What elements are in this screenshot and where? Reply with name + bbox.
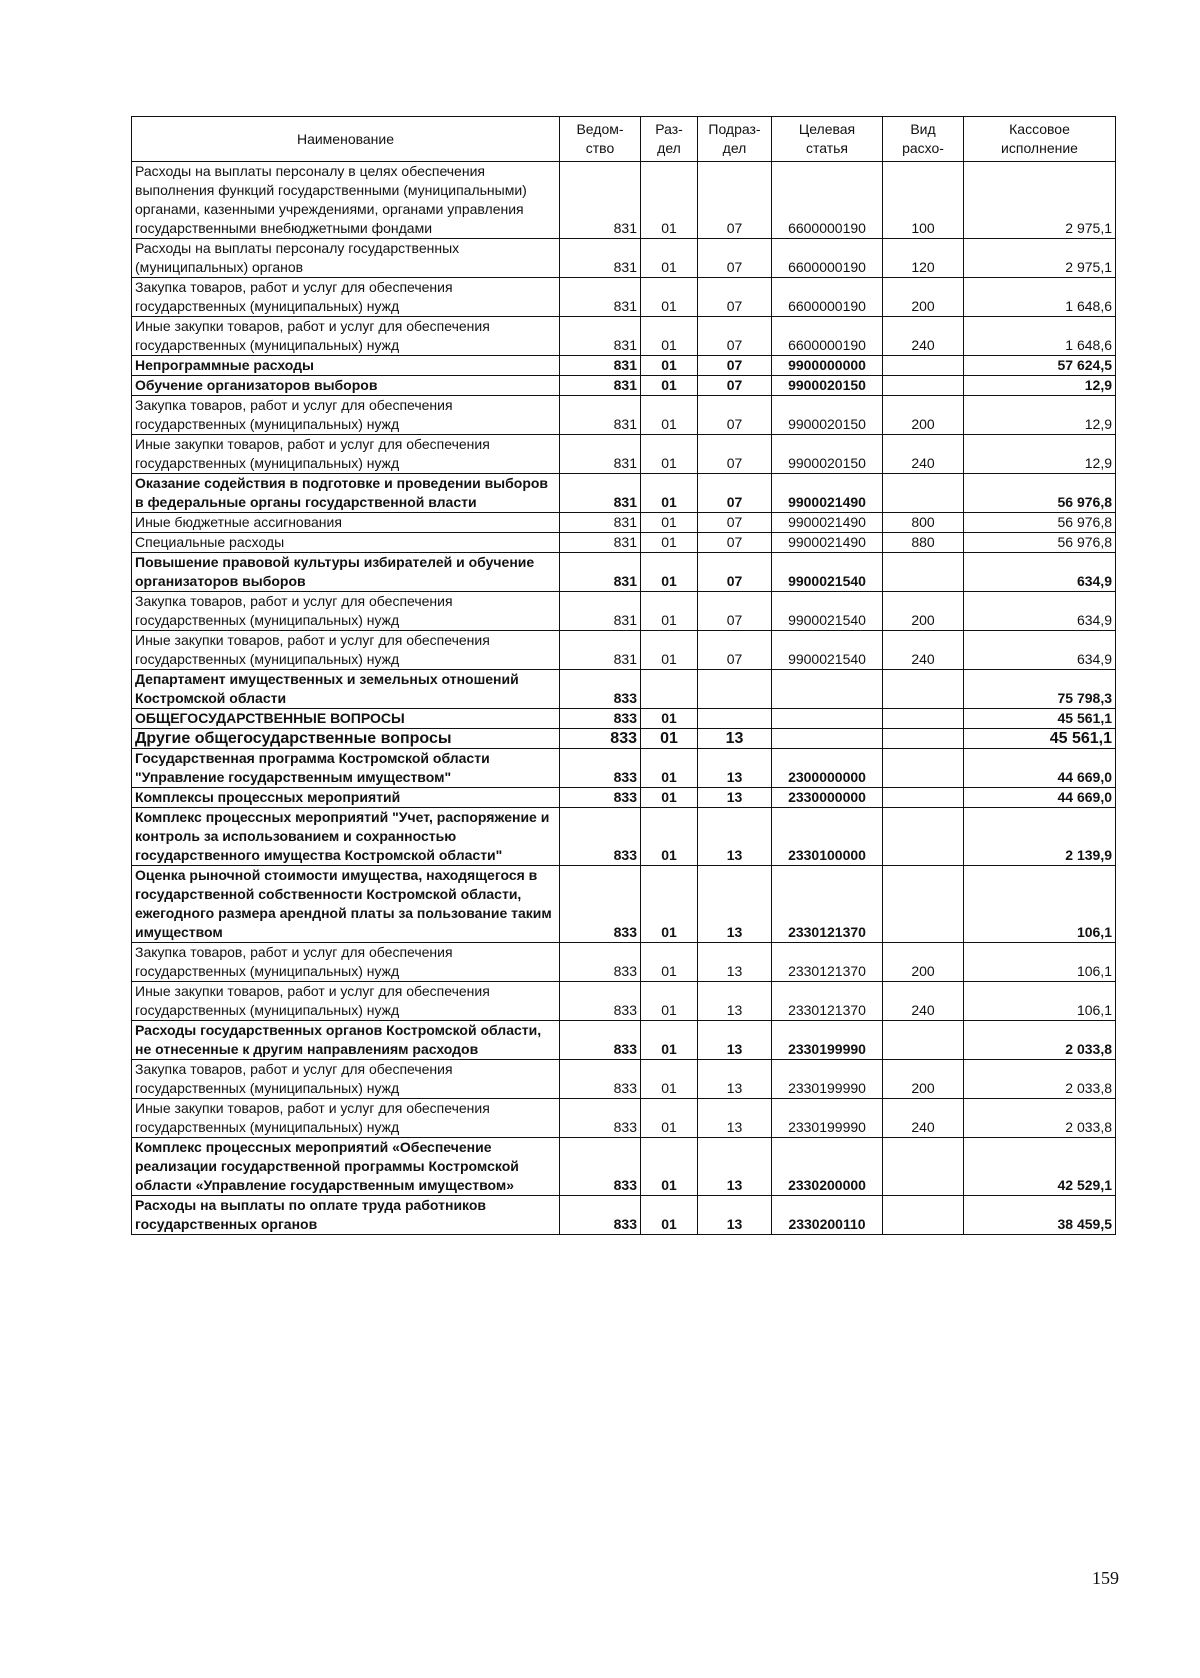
row-vedomstvo: 831 [560,474,641,513]
row-podrazdel: 13 [698,749,772,788]
row-vid-rashodov [883,788,964,808]
row-razdel: 01 [641,709,698,729]
row-kassovoe-ispolnenie: 44 669,0 [964,788,1116,808]
row-vedomstvo: 833 [560,1021,641,1060]
row-podrazdel: 07 [698,631,772,670]
row-vedomstvo: 833 [560,1099,641,1138]
row-celevaya-statya: 9900021540 [772,592,883,631]
row-podrazdel: 07 [698,513,772,533]
row-podrazdel: 07 [698,278,772,317]
row-vedomstvo: 831 [560,162,641,239]
row-vedomstvo: 833 [560,1138,641,1196]
row-razdel: 01 [641,749,698,788]
row-kassovoe-ispolnenie: 56 976,8 [964,474,1116,513]
row-vid-rashodov: 200 [883,592,964,631]
row-razdel: 01 [641,162,698,239]
row-vedomstvo: 833 [560,749,641,788]
table-row [132,1138,1116,1196]
row-vedomstvo: 831 [560,435,641,474]
row-celevaya-statya: 2300000000 [772,749,883,788]
row-vid-rashodov [883,1138,964,1196]
row-vid-rashodov: 200 [883,396,964,435]
row-name: Непрограммные расходы [132,356,560,376]
row-name: Закупка товаров, работ и услуг для обеспечения государственных (муниципальных) нужд [132,1060,560,1099]
row-vedomstvo: 831 [560,553,641,592]
row-razdel: 01 [641,376,698,396]
table-row [132,396,1116,435]
row-celevaya-statya: 2330200110 [772,1196,883,1235]
row-celevaya-statya [772,670,883,709]
row-vedomstvo: 833 [560,709,641,729]
page-number: 159 [1092,1568,1119,1588]
table-row [132,1099,1116,1138]
table-row [132,376,1116,396]
table-row [132,709,1116,729]
row-razdel: 01 [641,866,698,943]
row-celevaya-statya: 6600000190 [772,278,883,317]
row-razdel: 01 [641,729,698,749]
row-vedomstvo: 833 [560,670,641,709]
row-podrazdel: 13 [698,1021,772,1060]
row-vedomstvo: 831 [560,376,641,396]
row-vedomstvo: 833 [560,982,641,1021]
header-celevaya-statya: Целевая статья [772,117,883,162]
row-celevaya-statya: 2330121370 [772,866,883,943]
row-name: Другие общегосударственные вопросы [132,729,560,749]
row-celevaya-statya: 9900020150 [772,396,883,435]
row-celevaya-statya: 6600000190 [772,162,883,239]
table-row [132,943,1116,982]
row-vedomstvo: 833 [560,1196,641,1235]
row-vid-rashodov: 120 [883,239,964,278]
row-vid-rashodov: 100 [883,162,964,239]
row-podrazdel [698,670,772,709]
row-podrazdel: 07 [698,317,772,356]
row-podrazdel: 13 [698,1099,772,1138]
row-razdel: 01 [641,513,698,533]
row-celevaya-statya: 2330199990 [772,1099,883,1138]
table-row [132,239,1116,278]
row-name: Закупка товаров, работ и услуг для обеспечения государственных (муниципальных) нужд [132,396,560,435]
row-razdel: 01 [641,808,698,866]
table-row [132,1021,1116,1060]
row-kassovoe-ispolnenie: 106,1 [964,943,1116,982]
table-row [132,435,1116,474]
row-name: ОБЩЕГОСУДАРСТВЕННЫЕ ВОПРОСЫ [132,709,560,729]
row-vedomstvo: 831 [560,396,641,435]
row-podrazdel: 13 [698,788,772,808]
row-podrazdel: 07 [698,356,772,376]
row-vid-rashodov [883,1196,964,1235]
row-vedomstvo: 831 [560,533,641,553]
table-row [132,788,1116,808]
row-podrazdel: 07 [698,435,772,474]
row-vedomstvo: 833 [560,788,641,808]
header-kassovoe-ispolnenie: Кассовое исполнение [964,117,1116,162]
row-podrazdel: 07 [698,376,772,396]
row-vid-rashodov [883,553,964,592]
row-kassovoe-ispolnenie: 634,9 [964,631,1116,670]
header-razdel: Раз- дел [641,117,698,162]
row-kassovoe-ispolnenie: 42 529,1 [964,1138,1116,1196]
table-row [132,278,1116,317]
row-podrazdel: 13 [698,866,772,943]
row-razdel: 01 [641,1099,698,1138]
row-razdel: 01 [641,474,698,513]
row-kassovoe-ispolnenie: 634,9 [964,592,1116,631]
row-razdel: 01 [641,356,698,376]
row-name: Закупка товаров, работ и услуг для обеспечения государственных (муниципальных) нужд [132,592,560,631]
table-row [132,749,1116,788]
table-body [132,162,1116,1235]
table-row [132,356,1116,376]
row-razdel: 01 [641,943,698,982]
row-celevaya-statya: 2330199990 [772,1021,883,1060]
row-vid-rashodov: 240 [883,317,964,356]
row-kassovoe-ispolnenie: 1 648,6 [964,317,1116,356]
row-name: Закупка товаров, работ и услуг для обеспечения государственных (муниципальных) нужд [132,278,560,317]
row-kassovoe-ispolnenie: 45 561,1 [964,709,1116,729]
table-row [132,982,1116,1021]
row-razdel: 01 [641,435,698,474]
row-vedomstvo: 831 [560,278,641,317]
row-razdel: 01 [641,1060,698,1099]
row-kassovoe-ispolnenie: 12,9 [964,435,1116,474]
row-kassovoe-ispolnenie: 2 139,9 [964,808,1116,866]
row-name: Расходы государственных органов Костромской области, не отнесенные к другим направлениям расходов [132,1021,560,1060]
budget-table [131,116,1116,1235]
header-vid-rashodov: Вид расхо- [883,117,964,162]
row-kassovoe-ispolnenie: 2 975,1 [964,162,1116,239]
row-vid-rashodov [883,356,964,376]
row-razdel: 01 [641,533,698,553]
row-celevaya-statya: 9900000000 [772,356,883,376]
row-celevaya-statya [772,709,883,729]
row-celevaya-statya: 9900020150 [772,376,883,396]
table-row [132,866,1116,943]
row-kassovoe-ispolnenie: 634,9 [964,553,1116,592]
header-podrazdel: Подраз- дел [698,117,772,162]
row-celevaya-statya: 9900021490 [772,474,883,513]
table-row [132,1196,1116,1235]
row-celevaya-statya: 9900021540 [772,631,883,670]
row-name: Расходы на выплаты персоналу в целях обеспечения выполнения функций государственными (муниципальными) органами, казенными учреждениями, органами управления государственными внебюджетными фондами [132,162,560,239]
row-vid-rashodov: 200 [883,1060,964,1099]
row-name: Оценка рыночной стоимости имущества, находящегося в государственной собственности Костромской области, ежегодного размера арендной платы за пользование таким имуществом [132,866,560,943]
header-name: Наименование [132,117,560,162]
row-podrazdel: 13 [698,982,772,1021]
row-kassovoe-ispolnenie: 12,9 [964,376,1116,396]
row-kassovoe-ispolnenie: 56 976,8 [964,513,1116,533]
row-vid-rashodov: 200 [883,278,964,317]
row-vedomstvo: 831 [560,513,641,533]
row-name: Иные закупки товаров, работ и услуг для обеспечения государственных (муниципальных) нужд [132,1099,560,1138]
row-podrazdel: 13 [698,1060,772,1099]
row-vid-rashodov: 200 [883,943,964,982]
row-celevaya-statya: 2330100000 [772,808,883,866]
row-vid-rashodov: 240 [883,631,964,670]
row-vid-rashodov: 880 [883,533,964,553]
row-name: Комплекс процессных мероприятий «Обеспечение реализации государственной программы Костромской области «Управление государственным имуществом» [132,1138,560,1196]
row-vedomstvo: 831 [560,631,641,670]
row-celevaya-statya: 2330200000 [772,1138,883,1196]
row-vid-rashodov [883,376,964,396]
row-vedomstvo: 831 [560,356,641,376]
row-podrazdel: 07 [698,533,772,553]
row-name: Обучение организаторов выборов [132,376,560,396]
row-vid-rashodov: 800 [883,513,964,533]
table-row [132,162,1116,239]
row-razdel: 01 [641,278,698,317]
row-kassovoe-ispolnenie: 2 033,8 [964,1021,1116,1060]
row-podrazdel: 07 [698,396,772,435]
row-vid-rashodov [883,866,964,943]
row-name: Повышение правовой культуры избирателей и обучение организаторов выборов [132,553,560,592]
row-vid-rashodov: 240 [883,1099,964,1138]
row-vid-rashodov [883,749,964,788]
row-vid-rashodov [883,729,964,749]
row-vid-rashodov: 240 [883,435,964,474]
row-vid-rashodov: 240 [883,982,964,1021]
row-celevaya-statya: 9900020150 [772,435,883,474]
row-vedomstvo: 831 [560,317,641,356]
row-kassovoe-ispolnenie: 2 033,8 [964,1060,1116,1099]
row-name: Расходы на выплаты по оплате труда работников государственных органов [132,1196,560,1235]
row-razdel: 01 [641,631,698,670]
row-celevaya-statya: 2330199990 [772,1060,883,1099]
row-name: Иные закупки товаров, работ и услуг для обеспечения государственных (муниципальных) нужд [132,982,560,1021]
row-razdel: 01 [641,592,698,631]
table-row [132,631,1116,670]
row-celevaya-statya: 6600000190 [772,317,883,356]
table-row [132,474,1116,513]
row-podrazdel: 13 [698,808,772,866]
row-razdel: 01 [641,1196,698,1235]
row-vedomstvo: 833 [560,1060,641,1099]
row-celevaya-statya: 9900021490 [772,533,883,553]
row-name: Департамент имущественных и земельных отношений Костромской области [132,670,560,709]
table-row [132,592,1116,631]
row-kassovoe-ispolnenie: 75 798,3 [964,670,1116,709]
row-name: Оказание содействия в подготовке и проведении выборов в федеральные органы государственной власти [132,474,560,513]
row-name: Иные закупки товаров, работ и услуг для обеспечения государственных (муниципальных) нужд [132,631,560,670]
row-vedomstvo: 831 [560,592,641,631]
row-celevaya-statya: 9900021540 [772,553,883,592]
row-name: Специальные расходы [132,533,560,553]
row-celevaya-statya [772,729,883,749]
row-celevaya-statya: 2330121370 [772,982,883,1021]
row-celevaya-statya: 2330000000 [772,788,883,808]
table-row [132,808,1116,866]
row-podrazdel: 13 [698,729,772,749]
row-podrazdel [698,709,772,729]
row-name: Иные закупки товаров, работ и услуг для обеспечения государственных (муниципальных) нужд [132,317,560,356]
row-vedomstvo: 833 [560,729,641,749]
row-vid-rashodov [883,1021,964,1060]
row-vedomstvo: 831 [560,239,641,278]
row-kassovoe-ispolnenie: 38 459,5 [964,1196,1116,1235]
row-vid-rashodov [883,808,964,866]
row-podrazdel: 13 [698,943,772,982]
row-celevaya-statya: 9900021490 [772,513,883,533]
table-row [132,317,1116,356]
row-celevaya-statya: 2330121370 [772,943,883,982]
row-vedomstvo: 833 [560,808,641,866]
row-kassovoe-ispolnenie: 2 975,1 [964,239,1116,278]
row-vid-rashodov [883,670,964,709]
row-vid-rashodov [883,709,964,729]
row-podrazdel: 07 [698,239,772,278]
table-row [132,670,1116,709]
row-razdel: 01 [641,239,698,278]
row-podrazdel: 13 [698,1196,772,1235]
row-kassovoe-ispolnenie: 2 033,8 [964,1099,1116,1138]
row-razdel: 01 [641,396,698,435]
row-kassovoe-ispolnenie: 57 624,5 [964,356,1116,376]
table-row [132,729,1116,749]
row-kassovoe-ispolnenie: 45 561,1 [964,729,1116,749]
row-kassovoe-ispolnenie: 12,9 [964,396,1116,435]
row-vedomstvo: 833 [560,943,641,982]
row-razdel: 01 [641,982,698,1021]
row-razdel: 01 [641,1138,698,1196]
row-podrazdel: 07 [698,474,772,513]
table-header-row [132,117,1116,162]
row-kassovoe-ispolnenie: 106,1 [964,866,1116,943]
row-podrazdel: 07 [698,162,772,239]
table-row [132,513,1116,533]
row-name: Иные бюджетные ассигнования [132,513,560,533]
row-razdel: 01 [641,553,698,592]
row-podrazdel: 07 [698,592,772,631]
row-name: Комплексы процессных мероприятий [132,788,560,808]
row-kassovoe-ispolnenie: 56 976,8 [964,533,1116,553]
row-name: Закупка товаров, работ и услуг для обеспечения государственных (муниципальных) нужд [132,943,560,982]
row-razdel: 01 [641,788,698,808]
row-name: Комплекс процессных мероприятий "Учет, распоряжение и контроль за использованием и сохранностью государственного имущества Костромской области" [132,808,560,866]
row-kassovoe-ispolnenie: 1 648,6 [964,278,1116,317]
table-row [132,553,1116,592]
row-vedomstvo: 833 [560,866,641,943]
table-row [132,1060,1116,1099]
row-name: Расходы на выплаты персоналу государственных (муниципальных) органов [132,239,560,278]
row-celevaya-statya: 6600000190 [772,239,883,278]
row-podrazdel: 07 [698,553,772,592]
row-razdel: 01 [641,1021,698,1060]
row-vid-rashodov [883,474,964,513]
row-razdel: 01 [641,317,698,356]
table-row [132,533,1116,553]
row-name: Иные закупки товаров, работ и услуг для обеспечения государственных (муниципальных) нужд [132,435,560,474]
row-name: Государственная программа Костромской области "Управление государственным имуществом" [132,749,560,788]
row-razdel [641,670,698,709]
row-kassovoe-ispolnenie: 44 669,0 [964,749,1116,788]
row-kassovoe-ispolnenie: 106,1 [964,982,1116,1021]
row-podrazdel: 13 [698,1138,772,1196]
header-vedomstvo: Ведом- ство [560,117,641,162]
